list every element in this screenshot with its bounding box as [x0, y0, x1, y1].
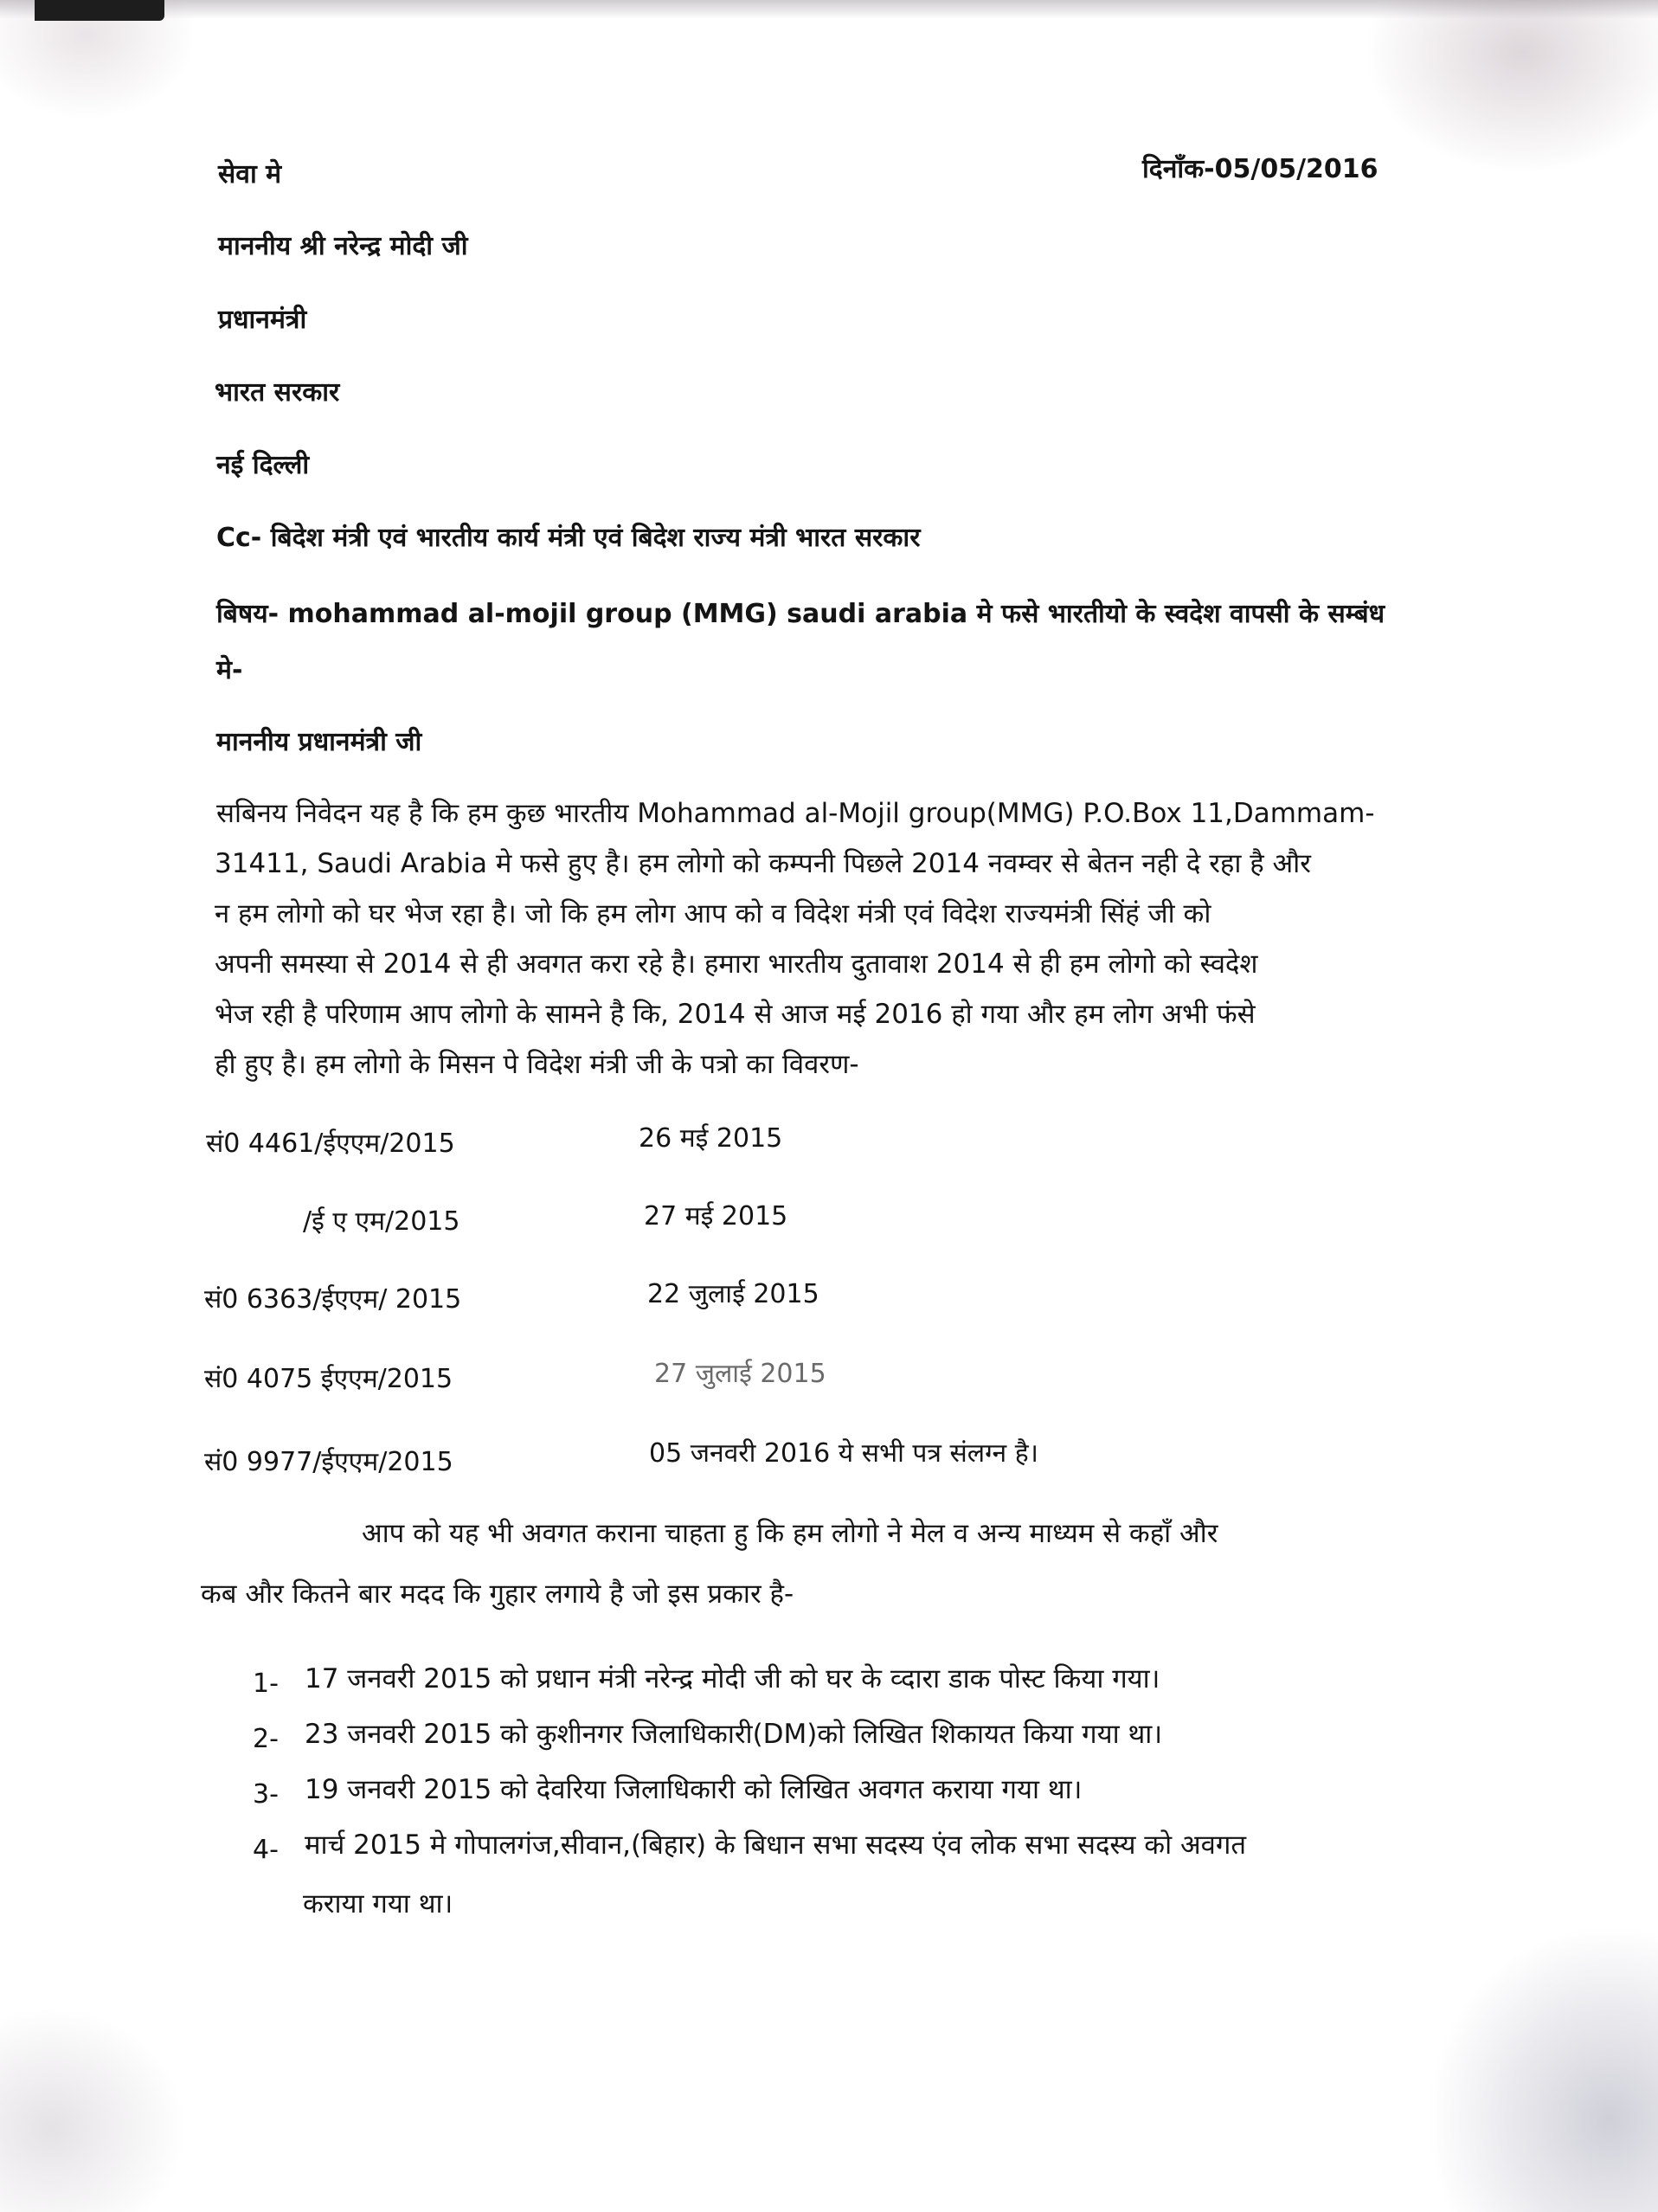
list-item-number: 4-	[253, 1835, 279, 1865]
greeting: माननीय प्रधानमंत्री जी	[216, 727, 422, 757]
scan-shadow	[0, 0, 1658, 19]
list-item-number: 2-	[253, 1724, 279, 1754]
reference-date: 22 जुलाई 2015	[647, 1279, 819, 1309]
list-item-number: 1-	[253, 1669, 279, 1699]
body-line: भेज रही है परिणाम आप लोगो के सामने है कि, 2014 से आज मई 2016 हो गया और हम लोग अभी फंसे	[215, 999, 1256, 1030]
reference-number: /ई ए एम/2015	[303, 1206, 460, 1237]
body-line: अपनी समस्या से 2014 से ही अवगत करा रहे है। हमारा भारतीय दुतावाश 2014 से ही हम लोगो को स्वदेश	[215, 948, 1258, 980]
recipient-name: माननीय श्री नरेन्द्र मोदी जी	[218, 231, 468, 261]
reference-number: सं0 6363/ईएएम/ 2015	[204, 1284, 462, 1315]
intro-line-1: आप को यह भी अवगत कराना चाहता हु कि हम लोगो ने मेल व अन्य माध्यम से कहाँ और	[362, 1518, 1218, 1549]
reference-number: सं0 9977/ईएएम/2015	[204, 1447, 453, 1477]
body-line: ही हुए है। हम लोगो के मिसन पे विदेश मंत्री जी के पत्रो का विवरण-	[215, 1049, 859, 1080]
list-item: 23 जनवरी 2015 को कुशीनगर जिलाधिकारी(DM)को लिखित शिकायत किया गया था।	[305, 1719, 1163, 1750]
recipient-city: नई दिल्ली	[216, 450, 310, 480]
reference-date: 26 मई 2015	[639, 1123, 783, 1154]
reference-date: 27 जुलाई 2015	[654, 1359, 826, 1389]
reference-number: सं0 4461/ईएएम/2015	[206, 1129, 455, 1159]
reference-date: 27 मई 2015	[644, 1201, 788, 1231]
scan-edge-mark	[35, 0, 164, 21]
intro-line-2: कब और कितने बार मदद कि गुहार लगाये है जो इस प्रकार है-	[201, 1579, 794, 1610]
list-item: 19 जनवरी 2015 को देवरिया जिलाधिकारी को लिखित अवगत कराया गया था।	[305, 1774, 1083, 1805]
body-line: न हम लोगो को घर भेज रहा है। जो कि हम लोग आप को व विदेश मंत्री एवं विदेश राज्यमंत्री सिंहं जी को	[215, 898, 1211, 929]
reference-number: सं0 4075 ईएएम/2015	[204, 1364, 453, 1394]
list-item-number: 3-	[253, 1779, 279, 1810]
subject-line-1: बिषय- mohammad al-mojil group (MMG) saudi arabia मे फसे भारतीयो के स्वदेश वापसी के सम्बंध	[216, 599, 1385, 629]
body-line: सबिनय निवेदन यह है कि हम कुछ भारतीय Mohammad al-Mojil group(MMG) P.O.Box 11,Dammam-	[216, 798, 1375, 829]
reference-date: 05 जनवरी 2016 ये सभी पत्र संलग्न है।	[649, 1438, 1039, 1469]
recipient-org: भारत सरकार	[215, 377, 340, 408]
recipient-title: प्रधानमंत्री	[218, 305, 307, 335]
subject-line-2: मे-	[216, 655, 243, 685]
list-item: 17 जनवरी 2015 को प्रधान मंत्री नरेन्द्र मोदी जी को घर के व्दारा डाक पोस्ट किया गया।	[305, 1663, 1160, 1694]
letter-date: दिनाँक-05/05/2016	[1142, 154, 1378, 184]
list-item-continuation: कराया गया था।	[303, 1888, 453, 1919]
list-item: मार्च 2015 मे गोपालगंज,सीवान,(बिहार) के बिधान सभा सदस्य एंव लोक सभा सदस्य को अवगत	[305, 1829, 1247, 1861]
body-line: 31411, Saudi Arabia मे फसे हुए है। हम लोगो को कम्पनी पिछले 2014 नवम्वर से बेतन नही दे रहा है और	[215, 848, 1311, 879]
cc-line: Cc- बिदेश मंत्री एवं भारतीय कार्य मंत्री एवं बिदेश राज्य मंत्री भारत सरकार	[216, 523, 921, 553]
salutation-to: सेवा मे	[218, 159, 282, 190]
